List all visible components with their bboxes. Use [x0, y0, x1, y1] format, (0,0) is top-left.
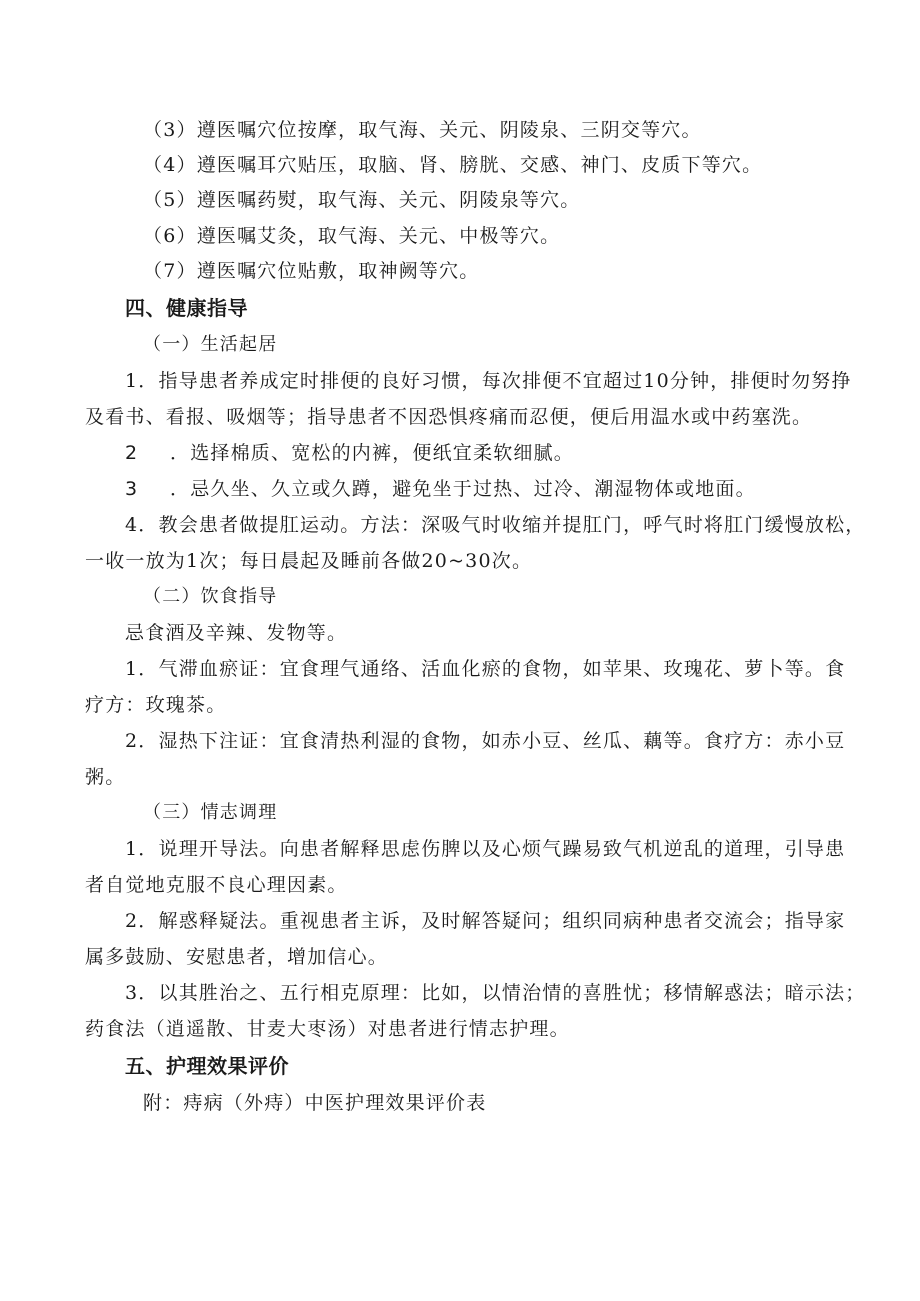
daily-life-p2-text: ．选择棉质、宽松的内裤，便纸宜柔软细腻。	[170, 442, 575, 464]
daily-life-p3-number: 3	[125, 478, 139, 500]
item-acupoint-application: （7）遵医嘱穴位贴敷，取神阙等穴。	[143, 260, 480, 282]
emotion-p2-line2: 属多鼓励、安慰患者，增加信心。	[85, 946, 389, 968]
daily-life-p2-number: 2	[125, 442, 139, 464]
daily-life-p3-text: ．忌久坐、久立或久蹲，避免坐于过热、过冷、潮湿物体或地面。	[170, 478, 756, 500]
diet-intro: 忌食酒及辛辣、发物等。	[125, 622, 348, 644]
emotion-p3-line1: 3．以其胜治之、五行相克原理：比如，以情治情的喜胜忧；移情解惑法；暗示法；	[125, 982, 866, 1004]
emotion-p3-line2: 药食法（逍遥散、甘麦大枣汤）对患者进行情志护理。	[85, 1018, 570, 1040]
emotion-p2-line1: 2．解惑释疑法。重视患者主诉，及时解答疑问；组织同病种患者交流会；指导家	[125, 910, 846, 932]
diet-p1-line2: 疗方：玫瑰茶。	[85, 694, 227, 716]
subsection-emotion-title: （三）情志调理	[143, 802, 278, 823]
diet-p2-line1: 2．湿热下注证：宜食清热利湿的食物，如赤小豆、丝瓜、藕等。食疗方：赤小豆	[125, 730, 846, 752]
appendix-evaluation-form: 附：痔病（外痔）中医护理效果评价表	[143, 1092, 487, 1114]
daily-life-p4-line1: 4．教会患者做提肛运动。方法：深吸气时收缩并提肛门，呼气时将肛门缓慢放松，	[125, 514, 866, 536]
subsection-diet-title: （二）饮食指导	[143, 586, 278, 607]
item-moxibustion: （6）遵医嘱艾灸，取气海、关元、中极等穴。	[143, 225, 561, 247]
emotion-p1-line2: 者自觉地克服不良心理因素。	[85, 874, 348, 896]
section4-heading: 四、健康指导	[125, 296, 248, 320]
daily-life-p1-line2: 及看书、看报、吸烟等；指导患者不因恐惧疼痛而忍便，便后用温水或中药塞洗。	[85, 406, 813, 428]
item-herbal-ironing: （5）遵医嘱药熨，取气海、关元、阴陵泉等穴。	[143, 189, 581, 211]
subsection-daily-life-title: （一）生活起居	[143, 334, 278, 355]
section5-heading: 五、护理效果评价	[125, 1054, 289, 1078]
item-ear-acupoint: （4）遵医嘱耳穴贴压，取脑、肾、膀胱、交感、神门、皮质下等穴。	[143, 154, 763, 176]
item-acupoint-massage: （3）遵医嘱穴位按摩，取气海、关元、阴陵泉、三阴交等穴。	[143, 119, 702, 141]
diet-p1-line1: 1．气滞血瘀证：宜食理气通络、活血化瘀的食物，如苹果、玫瑰花、萝卜等。食	[125, 658, 846, 680]
daily-life-p1-line1: 1．指导患者养成定时排便的良好习惯，每次排便不宜超过10分钟，排便时勿努挣	[125, 370, 852, 392]
daily-life-p4-line2: 一收一放为1次；每日晨起及睡前各做20~30次。	[85, 550, 533, 572]
diet-p2-line2: 粥。	[85, 766, 126, 788]
emotion-p1-line1: 1．说理开导法。向患者解释思虑伤脾以及心烦气躁易致气机逆乱的道理，引导患	[125, 838, 846, 860]
